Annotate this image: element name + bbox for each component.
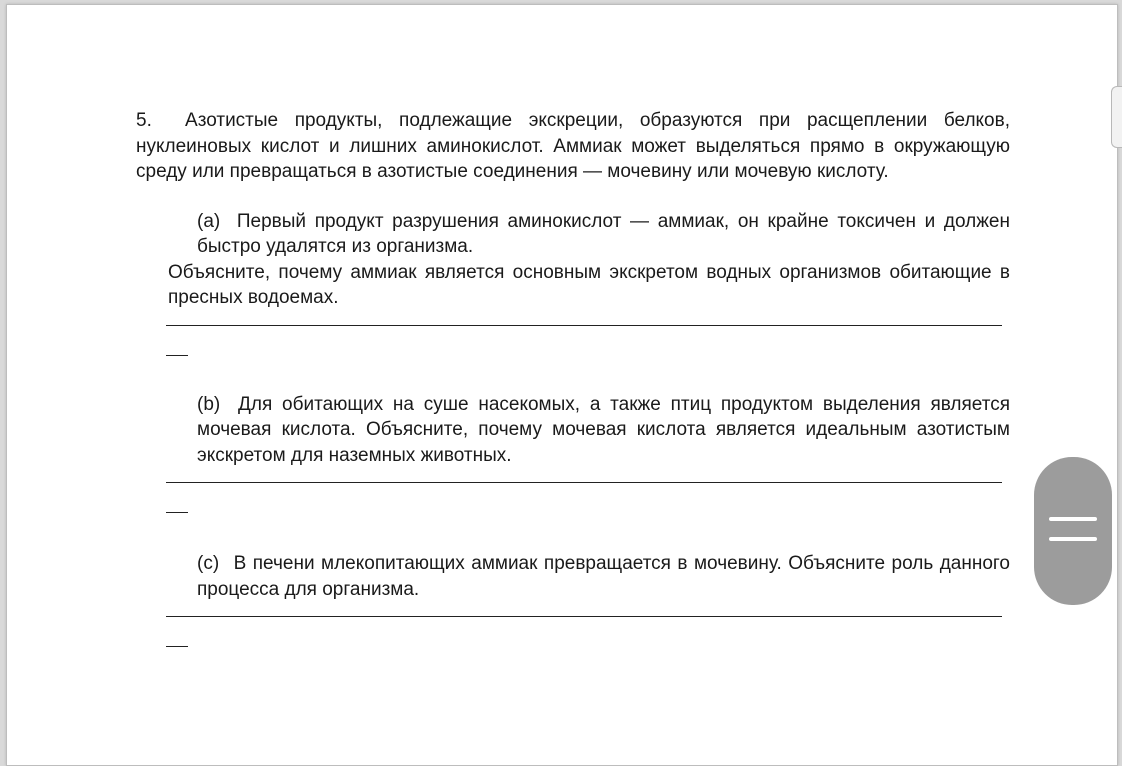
part-c-letter: (c) [197,553,220,574]
part-c-text: В печени млекопитающих аммиак превращается в мочевину. Объясните роль данного процесса для организма. [197,553,1010,600]
answer-line-a[interactable] [166,325,1010,356]
answer-line-b[interactable] [166,482,1010,513]
part-a-explain: Объясните, почему аммиак является основным экскретом водных организмов обитающие в пресных водоемах. [168,261,1010,308]
answer-underline [166,616,1002,617]
answer-line-c[interactable] [166,616,1010,647]
answer-dash [166,355,188,356]
question-intro [136,108,1010,185]
answer-dash [166,512,188,513]
answer-underline [166,325,1002,326]
drag-handle-icon [1049,537,1097,541]
answer-dash [166,646,188,647]
part-a-letter: (a) [197,210,221,232]
part-a [197,209,1010,260]
answer-underline [166,482,1002,483]
part-a-text: Первый продукт разрушения аминокислот — аммиак, он крайне токсичен и должен быстро удалятся из организма. [197,210,1010,257]
part-b-letter: (b) [197,393,221,415]
question-5 [136,108,1010,647]
document-page [6,4,1118,766]
part-c [197,551,1010,602]
drag-handle-icon [1049,517,1097,521]
question-number: 5. [136,110,152,131]
side-panel-tab[interactable] [1111,86,1122,148]
scroll-handle[interactable] [1034,457,1112,605]
part-b-text: Для обитающих на суше насекомых, а также птиц продуктом выделения является мочевая кислота. Объясните, почему мочевая кислота является идеальным азотистым экскретом для наземных животных. [197,393,1010,466]
question-intro-text: Азотистые продукты, подлежащие экскреции, образуются при расщеплении белков, нуклеиновых кислот и лишних аминокислот. Аммиак может выделяться прямо в окружающую среду или превращаться в азотистые соединения — мочевину или мочевую кислоту. [136,110,1010,182]
part-b [197,392,1010,469]
